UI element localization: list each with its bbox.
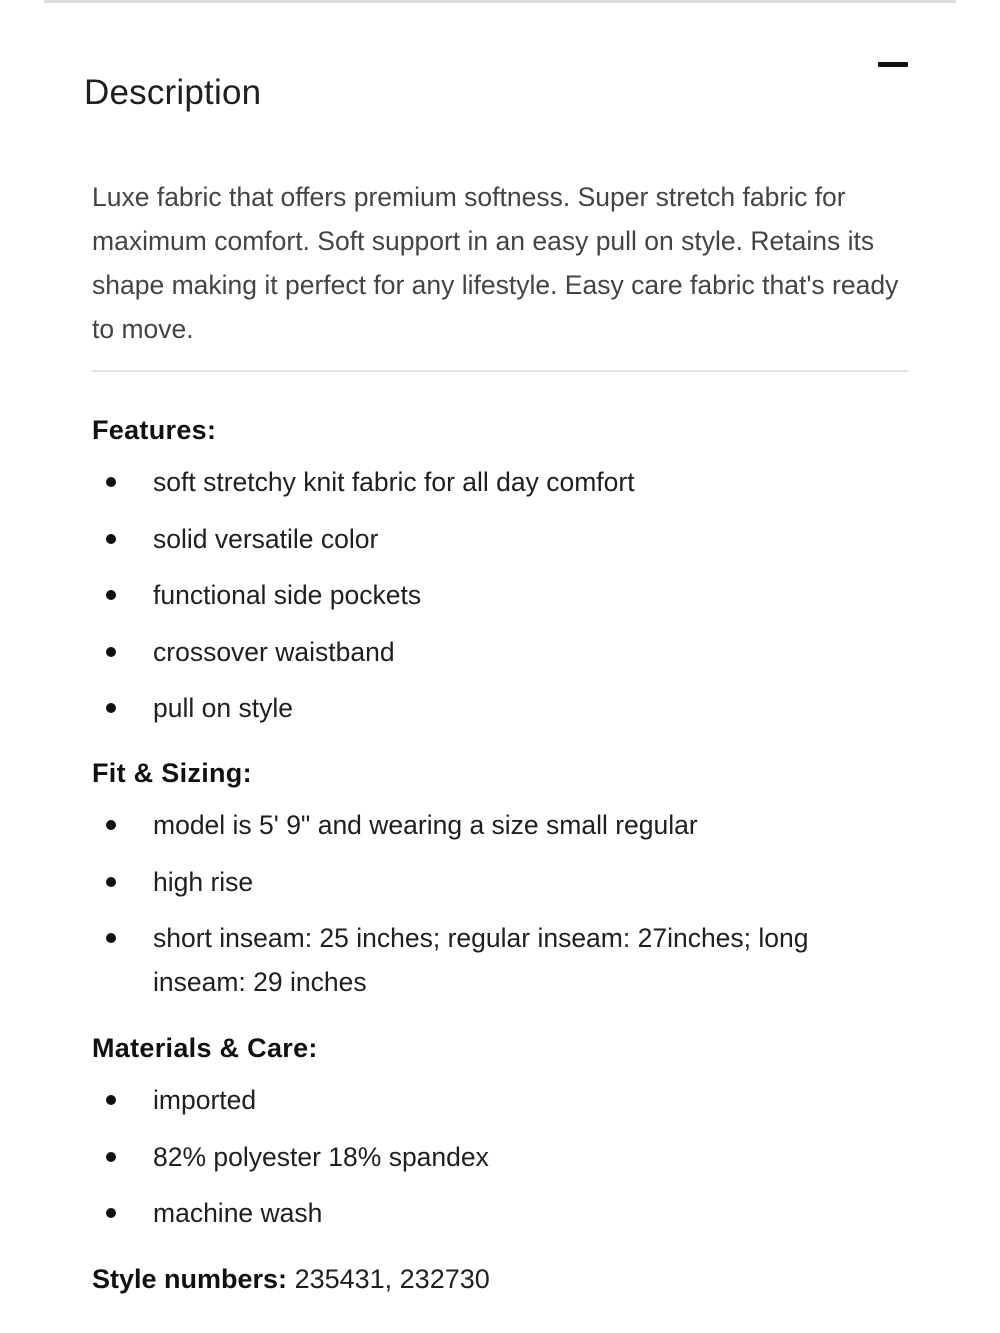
list-item: soft stretchy knit fabric for all day comfort (92, 460, 912, 504)
description-title: Description (84, 73, 262, 113)
bullet-icon (106, 477, 116, 487)
list-item: high rise (92, 860, 912, 904)
bullet-icon (106, 1095, 116, 1105)
bullet-icon (106, 703, 116, 713)
list-item: crossover waistband (92, 630, 912, 674)
bullet-icon (106, 1152, 116, 1162)
list-item: functional side pockets (92, 573, 912, 617)
style-numbers-value: 235431, 232730 (287, 1264, 490, 1294)
bullet-icon (106, 1208, 116, 1218)
bullet-icon (106, 590, 116, 600)
fit-sizing-heading: Fit & Sizing: (92, 758, 252, 788)
list-item: imported (92, 1078, 912, 1122)
top-divider (44, 0, 956, 3)
description-accordion-header[interactable] (84, 40, 910, 113)
list-item: solid versatile color (92, 517, 912, 561)
description-intro: Luxe fabric that offers premium softness. Super stretch fabric for maximum comfort. Soft support in an easy pull on style. Retains its shape making it perfect for any lifestyle. Easy care fabric that's ready to move. (92, 182, 899, 344)
list-item: 82% polyester 18% spandex (92, 1135, 912, 1179)
style-numbers-label: Style numbers: (92, 1264, 288, 1294)
materials-care-heading: Materials & Care: (92, 1033, 318, 1063)
bullet-icon (106, 534, 116, 544)
fit-sizing-list (92, 803, 912, 1017)
style-numbers (92, 1261, 490, 1297)
list-item: model is 5' 9" and wearing a size small regular (92, 803, 912, 847)
features-list (92, 460, 912, 743)
minus-icon[interactable] (878, 62, 908, 67)
list-item: pull on style (92, 686, 912, 730)
bullet-icon (106, 820, 116, 830)
bullet-icon (106, 877, 116, 887)
list-item: short inseam: 25 inches; regular inseam: 27inches; long inseam: 29 inches (92, 916, 912, 1004)
materials-care-list (92, 1078, 912, 1248)
bullet-icon (106, 933, 116, 943)
features-heading: Features: (92, 415, 217, 445)
list-item: machine wash (92, 1191, 912, 1235)
bullet-icon (106, 647, 116, 657)
section-divider (92, 370, 908, 372)
